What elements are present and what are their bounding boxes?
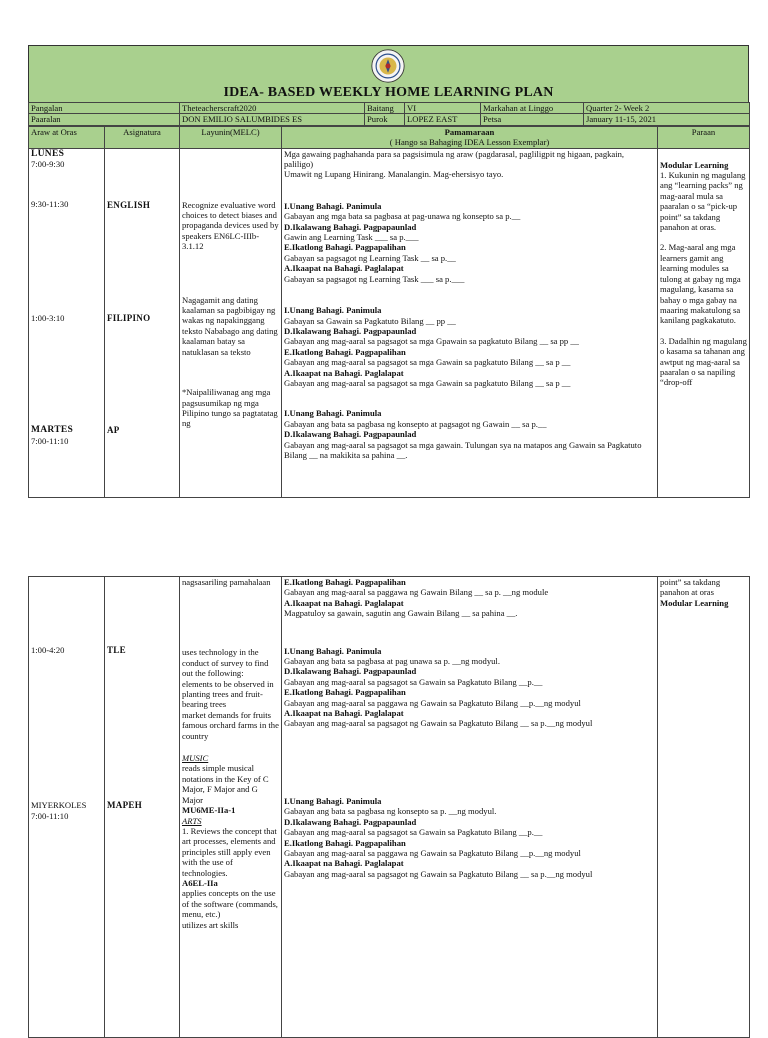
step-text: Gabayan ang mag-aaral sa pagsagot sa mga Gawain sa pagkatuto Bilang __ sa p __ [284, 357, 571, 368]
step-text: Gabayan ang mga bata sa pagbasa at pag-unawa ng konsepto sa p.__ [284, 211, 521, 222]
melc-ap-continued: nagsasariling pamahalaan [182, 577, 271, 587]
step-heading: E.Ikatlong Bahagi. Pagpapalihan [284, 687, 406, 698]
step-text: Gabayan ang mag-aaral sa pagsagot sa Gawain sa Pagkatuto Bilang __p.__ [284, 676, 543, 687]
paraan-step: 1. Kukunin ng magulang ang “learning packs” ng mag-aaral mula sa paaralan o sa “pick-up point” sa takdang panahon at oras. [660, 170, 746, 233]
melc-tle: famous orchard farms in the country [182, 720, 279, 741]
step-text: Gawin ang Learning Task ___ sa p.___ [284, 232, 419, 243]
melc-english: Recognize evaluative word choices to detect biases and propaganda devices used by speakers EN6LC-IIIb-3.1.12 [182, 199, 279, 252]
col-araw: Araw at Oras [29, 126, 105, 148]
time-tle: 1:00-4:20 [31, 645, 65, 655]
day-martes: MARTES [31, 425, 74, 436]
step-heading: D.Ikalawang Bahagi. Pagpapaunlad [284, 666, 417, 677]
petsa-value: January 11-15, 2021 [584, 114, 750, 125]
step-text: Gabayan sa pagsagot ng Learning Task __ sa p.__ [284, 252, 456, 263]
col-paraan: Paraan [658, 126, 750, 148]
step-heading: E.Ikatlong Bahagi. Pagpapalihan [284, 242, 406, 253]
melc-arts: utilizes art skills [182, 919, 239, 930]
step-heading: E.Ikatlong Bahagi. Pagpapalihan [284, 837, 406, 848]
petsa-label: Petsa [481, 114, 584, 125]
day-lunes: LUNES [31, 148, 65, 159]
paaralan-label: Paaralan [29, 114, 180, 125]
subject-ap: AP [107, 425, 120, 436]
info-row [29, 114, 750, 125]
step-text: Gabayan ang mag-aaral sa paggawa ng Gawain sa Pagkatuto Bilang __p.__ng modyul [284, 697, 581, 708]
plan-body-table-continued [28, 576, 750, 1038]
purok-label: Purok [365, 114, 405, 125]
col-asignatura: Asignatura [105, 126, 180, 148]
step-text: Gabayan ang mag-aaral sa paggawa ng Gawain sa Pagkatuto Bilang __p.__ng modyul [284, 847, 581, 858]
time-miyerkoles: 7:00-11:10 [31, 810, 69, 821]
step-text: Gabayan sa Gawain sa Pagkatuto Bilang __ pp __ [284, 315, 456, 326]
col-layunin: Layunin(MELC) [180, 126, 282, 148]
step-heading: I.Unang Bahagi. Panimula [284, 645, 382, 656]
step-text: Gabayan ang mag-aaral sa pagsagot ng Gawain sa Pagkatuto Bilang __ sa p.__ng modyul [284, 718, 593, 729]
step-text: Gabayan ang mag-aaral sa pagsagot sa mga Gawain sa pagkatuto Bilang __ sa p __ [284, 377, 571, 388]
step-text: Magpatuloy sa gawain, sagutin ang Gawain Bilang __ sa pahina __. [284, 608, 518, 619]
step-text: Gabayan ang mag-aaral sa pagsagot sa mga gawain. Tulungan sya na matapos ang Gawain sa Pagkatuto Bilang __ na makikita sa pahina __. [284, 439, 642, 460]
baitang-label: Baitang [365, 103, 405, 114]
paraan-heading: Modular Learning [660, 159, 729, 170]
plan-body-table [28, 126, 750, 498]
araw-cell [29, 148, 105, 497]
subject-filipino: FILIPINO [107, 313, 151, 324]
info-row [29, 103, 750, 114]
step-heading: E.Ikatlong Bahagi. Pagpapalihan [284, 346, 406, 357]
pangalan-value: Theteacherscraft2020 [180, 103, 365, 114]
melc-arts: applies concepts on the use of the software (commands, menu, etc.) [182, 888, 278, 920]
araw-cell [29, 577, 105, 1038]
markahan-value: Quarter 2- Week 2 [584, 103, 750, 114]
plan-table [28, 102, 750, 126]
step-heading: D.Ikalawang Bahagi. Pagpapaunlad [284, 221, 417, 232]
asignatura-cell [105, 148, 180, 497]
step-text: Gabayan ang bata sa pagbasa ng konsepto sa p. __ng modyul. [284, 806, 497, 817]
pamamaraan-cell [282, 148, 658, 497]
time-lunes: 7:00-9:30 [31, 159, 65, 170]
step-heading: I.Unang Bahagi. Panimula [284, 200, 382, 211]
paraan-step: 3. Dadalhin ng magulang o kasama sa tahanan ang awtput ng mag-aaral sa paaralan o sa napiling “drop-off [660, 335, 747, 388]
layunin-cell [180, 577, 282, 1038]
step-text: Gabayan ang bata sa pagbasa at pag unawa sa p. __ng modyul. [284, 656, 500, 667]
pamamaraan-label: Pamamaraan [444, 126, 495, 137]
melc-tle: market demands for fruits [182, 709, 272, 720]
melc-filipino: Nagagamit ang dating kaalaman sa pagbibigay ng wakas ng napakinggang teksto Nababago ang dating kaalaman batay sa natuklasan sa teksto [182, 294, 278, 357]
step-heading: A.Ikaapat na Bahagi. Paglalapat [284, 367, 404, 378]
step-text: Gabayan ang mag-aaral sa paggawa ng Gawain Bilang __ sa p. __ng module [284, 587, 549, 598]
step-heading: E.Ikatlong Bahagi. Pagpapalihan [284, 577, 406, 587]
step-heading: I.Unang Bahagi. Panimula [284, 305, 382, 316]
pamamaraan-sub: ( Hango sa Bahaging IDEA Lesson Exemplar) [389, 137, 550, 148]
step-text: Gabayan ang mag-aaral sa pagsagot sa mga Gpawain sa pagkatuto Bilang __ sa pp __ [284, 336, 579, 347]
markahan-label: Markahan at Linggo [481, 103, 584, 114]
time-english: 9:30-11:30 [31, 199, 69, 210]
plan-page-2 [28, 576, 749, 1038]
deped-seal-icon [371, 49, 405, 83]
intro-text: Umawit ng Lupang Hinirang. Manalangin. Mag-ehersisyo tayo. [284, 169, 504, 180]
paraan-cell [658, 577, 750, 1038]
layunin-cell [180, 148, 282, 497]
step-text: Gabayan ang mag-aaral sa pagsagot ng Gawain sa Pagkatuto Bilang __ sa p.__ng modyul [284, 868, 593, 879]
step-text: Gabayan sa pagsagot ng Learning Task ___ sa p.___ [284, 273, 465, 284]
page-title: IDEA- BASED WEEKLY HOME LEARNING PLAN [223, 85, 554, 100]
column-header-row [29, 126, 750, 148]
pamamaraan-cell [282, 577, 658, 1038]
paraan-cell [658, 148, 750, 497]
step-heading: A.Ikaapat na Bahagi. Paglalapat [284, 263, 404, 274]
step-heading: D.Ikalawang Bahagi. Pagpapaunlad [284, 816, 417, 827]
step-heading: I.Unang Bahagi. Panimula [284, 408, 382, 419]
plan-header [28, 45, 749, 102]
step-heading: D.Ikalawang Bahagi. Pagpapaunlad [284, 325, 417, 336]
melc-tle: elements to be observed in planting trees and fruit-bearing trees [182, 678, 274, 710]
melc-ap: *Naipaliliwanag ang mga pagsusumikap ng mga Pilipino tungo sa pagtatatag ng [182, 387, 278, 429]
step-heading: A.Ikaapat na Bahagi. Paglalapat [284, 708, 404, 719]
paraan-continued: point” sa takdang panahon at oras [660, 577, 721, 598]
music-label: MUSIC [182, 753, 209, 764]
plan-content-row [29, 148, 750, 497]
day-miyerkoles: MIYERKOLES [31, 800, 87, 811]
pangalan-label: Pangalan [29, 103, 180, 114]
subject-tle: TLE [107, 645, 126, 655]
plan-page-1 [28, 45, 749, 498]
paraan-heading: Modular Learning [660, 597, 729, 608]
time-martes: 7:00-11:10 [31, 435, 69, 446]
subject-english: ENGLISH [107, 199, 151, 210]
plan-content-row [29, 577, 750, 1038]
paaralan-value: DON EMILIO SALUMBIDES ES [180, 114, 365, 125]
step-text: Gabayan ang mag-aaral sa pagsagot sa Gawain sa Pagkatuto Bilang __p.__ [284, 827, 543, 838]
melc-tle: uses technology in the conduct of survey to find out the following: [182, 647, 269, 679]
step-text: Gabayan ang bata sa pagbasa ng konsepto at pagsagot ng Gawain __ sa p.__ [284, 418, 547, 429]
arts-label: ARTS [182, 815, 202, 826]
step-heading: D.Ikalawang Bahagi. Pagpapaunlad [284, 429, 417, 440]
time-filipino: 1:00-3:10 [31, 312, 65, 323]
intro-text: Mga gawaing paghahanda para sa pagsisimula ng araw (pagdarasal, pagliligpit ng higaan, pagkain, paliligo) [284, 148, 625, 170]
melc-music: reads simple musical notations in the Key of C Major, F Major and G Major [182, 763, 269, 805]
melc-arts: 1. Reviews the concept that art processes, elements and principles still apply even with the use of technologies. [182, 825, 277, 878]
baitang-value: VI [405, 103, 481, 114]
asignatura-cell [105, 577, 180, 1038]
paraan-step: 2. Mag-aaral ang mga learners gamit ang learning modules sa tulong at gabay ng mga magulang, kasama sa bahay o mga gabay na maaring makatulong sa kanilang pagkakatuto. [660, 242, 741, 326]
step-heading: A.Ikaapat na Bahagi. Paglalapat [284, 858, 404, 869]
step-heading: A.Ikaapat na Bahagi. Paglalapat [284, 597, 404, 608]
arts-code: A6EL-IIa [182, 877, 218, 888]
step-heading: I.Unang Bahagi. Panimula [284, 795, 382, 806]
music-code: MU6ME-IIa-1 [182, 805, 236, 816]
subject-mapeh: MAPEH [107, 800, 142, 811]
col-pamamaraan [282, 126, 658, 148]
purok-value: LOPEZ EAST [405, 114, 481, 125]
